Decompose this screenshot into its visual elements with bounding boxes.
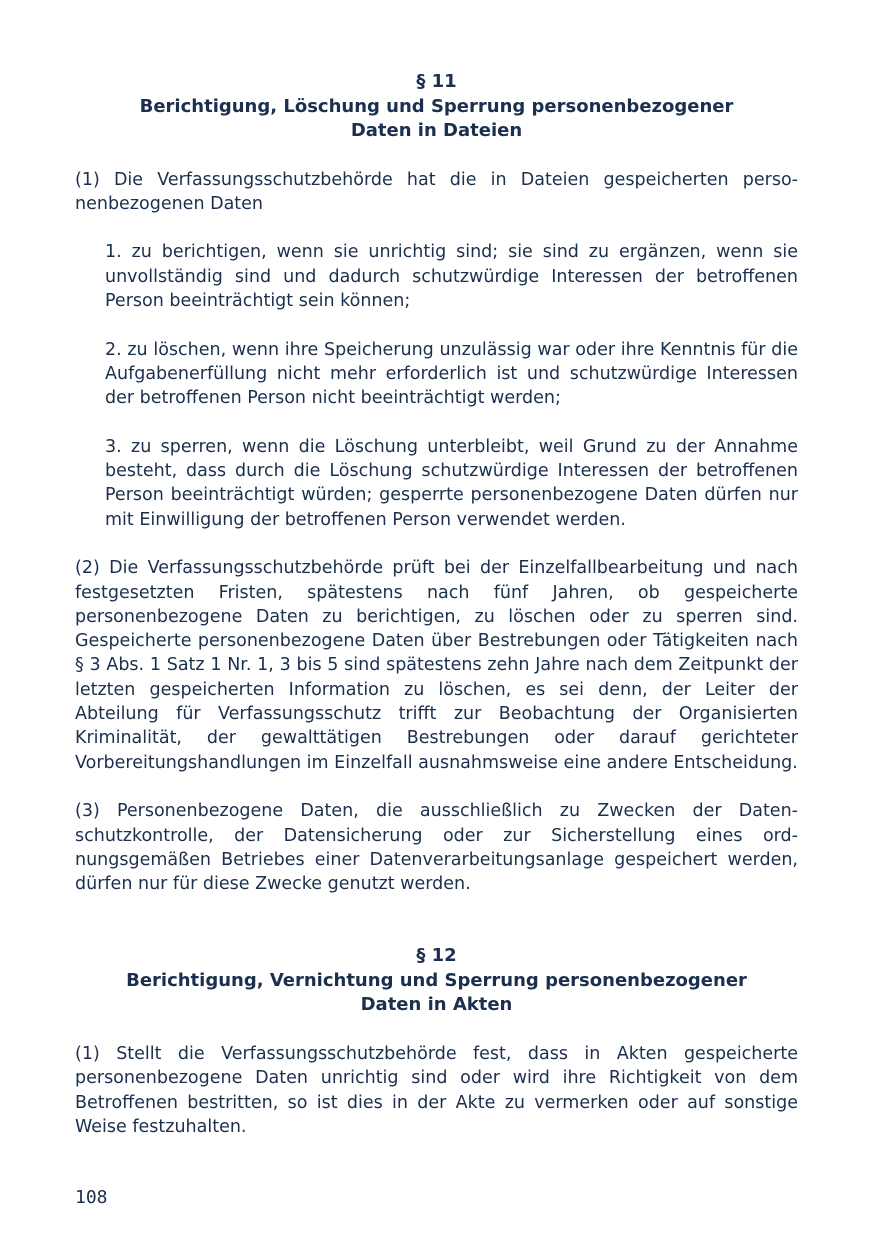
page-number: 108 [75, 1187, 108, 1208]
section-11-paragraph-2: (2) Die Verfassungsschutzbehörde prüft bei der Einzelfallbearbeitung und nach festgesetzten Fristen, spätestens nach fünf Jahren, ob gespeicherte personenbezogene Daten zu berichtigen, zu löschen oder zu sperren sind. Gespeicherte personenbezogene Daten über Bestrebungen oder Tätigkeiten nach § 3 Abs. 1 Satz 1 Nr. 1, 3 bis 5 sind spätestens zehn Jahre nach dem Zeitpunkt der letzten gespeicherten Information zu löschen, es sei denn, der Leiter der Abteilung für Verfassungsschutz trifft zur Beobachtung der Organisierten Kriminalität, der gewalttätigen Bestrebungen oder darauf gerichteter Vorbereitungshandlungen im Einzelfall ausnahmsweise eine andere Entscheidung. [75, 558, 798, 773]
section-12-title-line-1: Berichtigung, Vernichtung und Sperrung personenbezogener [126, 969, 747, 991]
section-11-list-item-2: 2. zu löschen, wenn ihre Speicherung unzulässig war oder ihre Kenntnis für die Aufgabenerfüllung nicht mehr erforderlich ist und schutzwürdige Interessen der betroffenen Person nicht beeinträchtigt werden; [105, 339, 798, 409]
section-12-title-line-2: Daten in Akten [360, 994, 513, 1016]
section-11-paragraph-3: (3) Personenbezogene Daten, die ausschließlich zu Zwecken der Datenschutzkontrolle, der Datensicherung oder zur Sicherstellung eines ordnungsgemäßen Betriebes einer Datenverarbeitungsanlage gespeichert werden, dürfen nur für diese Zwecke genutzt werden. [75, 801, 798, 895]
section-12-number: § 12 [416, 945, 457, 967]
section-12-heading [75, 944, 798, 1018]
section-12-paragraph-1: (1) Stellt die Verfassungsschutzbehörde fest, dass in Akten gespeicherte personenbezogene Daten unrichtig sind oder wird ihre Richtigkeit von dem Betroffenen bestritten, so ist dies in der Akte zu vermerken oder auf sonstige Weise festzuhalten. [75, 1043, 798, 1137]
section-11-list-item-3: 3. zu sperren, wenn die Löschung unterbleibt, weil Grund zu der Annahme besteht, dass durch die Löschung schutzwürdige Interessen der betroffenen Person beeinträchtigt würden; gesperrte personenbezogene Daten dürfen nur mit Einwilligung der betroffenen Person verwendet werden. [105, 436, 798, 530]
section-11-title-line-1: Berichtigung, Löschung und Sperrung personenbezogener [139, 95, 734, 117]
section-11-list-item-1: 1. zu berichtigen, wenn sie unrichtig sind; sie sind zu ergänzen, wenn sie unvollständig sind und dadurch schutzwürdige Interessen der betroffenen Person beeinträchtigt sein können; [105, 242, 798, 311]
section-11-title-line-2: Daten in Dateien [350, 120, 523, 141]
section-11-paragraph-1-intro: (1) Die Verfassungsschutzbehörde hat die in Dateien gespeicherten personenbezogenen Daten [75, 169, 798, 214]
document-page [75, 70, 798, 1139]
section-11-heading [75, 70, 798, 144]
section-11-number: § 11 [416, 71, 457, 92]
